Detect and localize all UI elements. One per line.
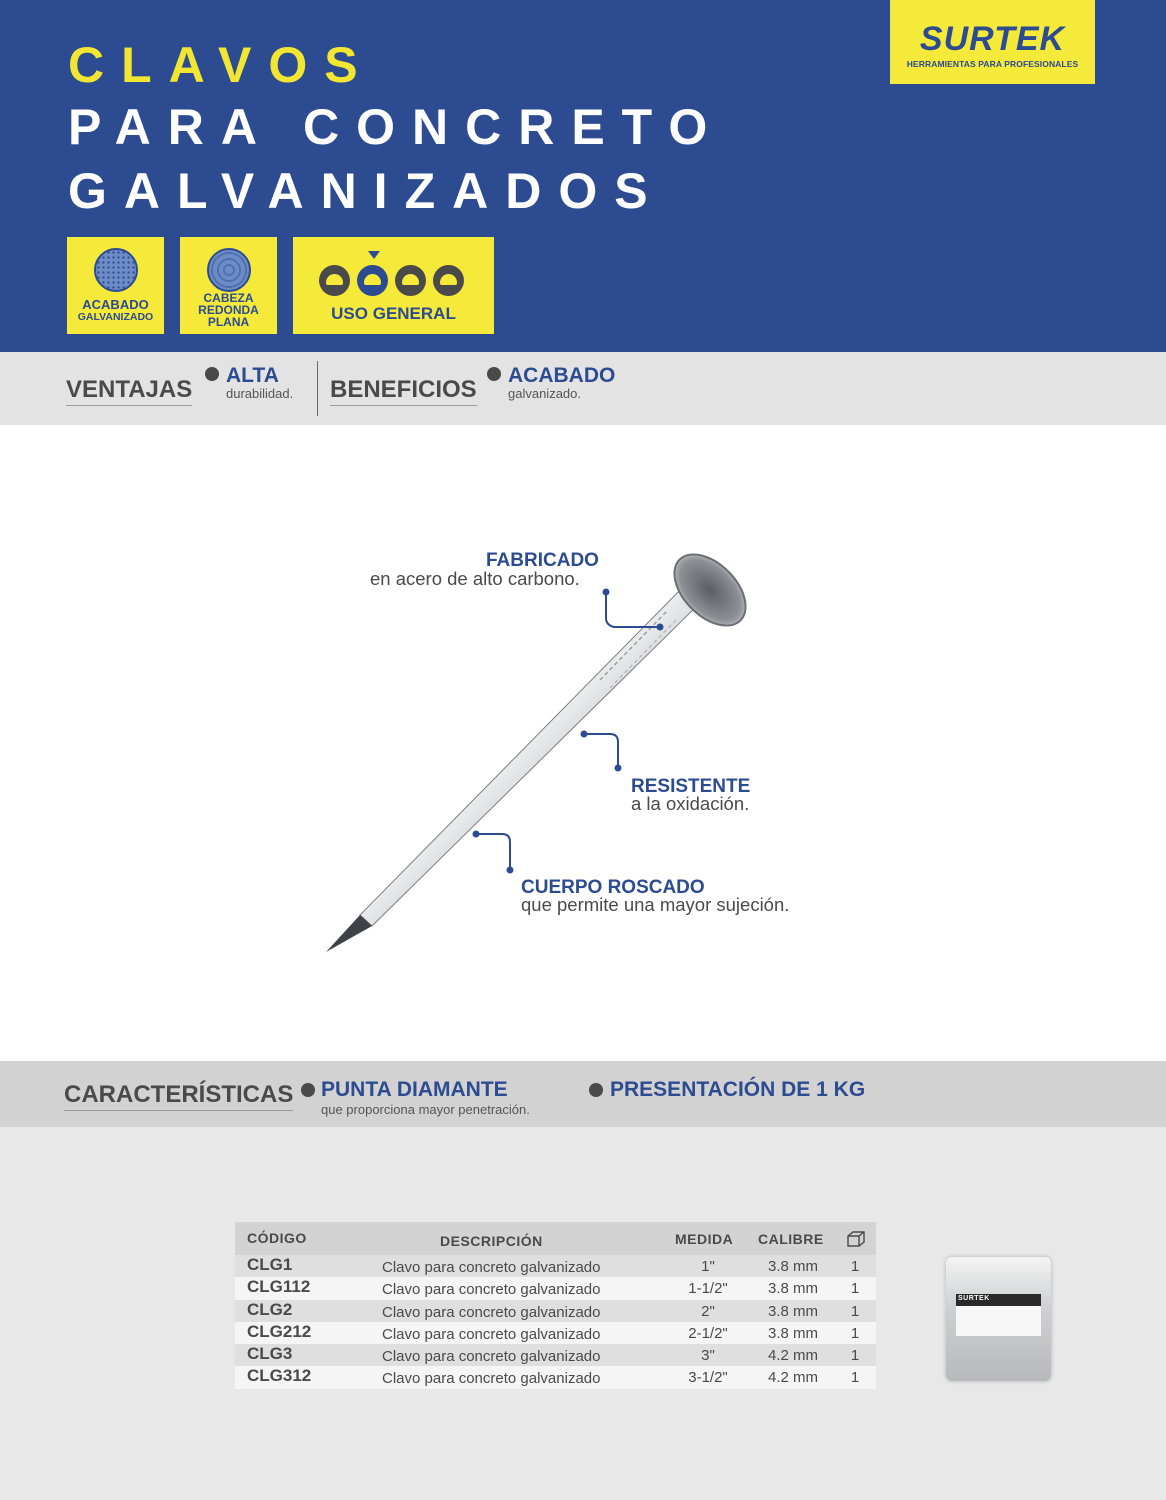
cell-calibre: 3.8 mm (767, 1302, 818, 1320)
feature-punta-title: PUNTA DIAMANTE (321, 1078, 508, 1101)
table-row (235, 1277, 876, 1299)
badge-general-use (293, 237, 494, 334)
cell-qty: 1 (850, 1324, 860, 1342)
cell-code: CLG1 (247, 1255, 293, 1274)
badge-label: ACABADO (82, 297, 149, 312)
bullet-dot (205, 367, 219, 381)
bag-label-stripe (956, 1294, 1041, 1306)
brand-logo (890, 0, 1095, 84)
header-banner (0, 0, 1166, 352)
cell-desc: Clavo para concreto galvanizado (382, 1281, 601, 1299)
cell-calibre: 3.8 mm (767, 1258, 818, 1275)
ventajas-heading: VENTAJAS (66, 378, 192, 406)
caracteristicas-heading: CARACTERÍSTICAS (64, 1083, 293, 1111)
beneficios-item-title: ACABADO (508, 364, 616, 387)
feature-presentacion-title: PRESENTACIÓN DE 1 KG (610, 1078, 866, 1101)
cell-medida: 1-1/2" (688, 1280, 728, 1298)
callout-fabricado-sub: en acero de alto carbono. (370, 568, 580, 589)
cell-qty: 1 (850, 1280, 860, 1298)
table-row (235, 1255, 876, 1277)
bullet-dot (301, 1083, 315, 1097)
hard-hat-icons (319, 265, 469, 297)
callout-resistente-sub: a la oxidación. (631, 793, 750, 814)
brand-tagline: HERRAMIENTAS PARA PROFESIONALES (906, 59, 1079, 69)
title-line-1: CLAVOS (68, 37, 375, 93)
callout-cuerpo-sub: que permite una mayor sujeción. (521, 894, 790, 915)
badge-round-flat-head (180, 237, 277, 334)
callout-cuerpo-title: CUERPO ROSCADO (521, 877, 705, 898)
callout-fabricado-title: FABRICADO (486, 550, 599, 571)
ventajas-item-title: ALTA (226, 364, 279, 387)
bullet-dot (487, 367, 501, 381)
product-table (235, 1222, 876, 1389)
table-body (235, 1255, 876, 1389)
feature-punta-sub: que proporciona mayor penetración. (321, 1102, 530, 1117)
badge-galvanized-finish (67, 237, 164, 334)
table-header (235, 1222, 876, 1255)
badge-label: REDONDA (198, 303, 259, 317)
round-flat-head-icon (207, 248, 251, 292)
cell-desc: Clavo para concreto galvanizado (382, 1303, 601, 1321)
callout-leader (476, 834, 510, 870)
cell-desc: Clavo para concreto galvanizado (382, 1370, 601, 1388)
badge-label: CABEZA (203, 291, 254, 305)
bullet-dot (589, 1083, 603, 1097)
selected-marker-icon (368, 251, 380, 259)
header-desc: DESCRIPCIÓN (440, 1233, 543, 1249)
cell-code: CLG2 (247, 1299, 293, 1319)
hard-hat-icon (433, 265, 464, 296)
badge-label: GALVANIZADO (77, 311, 154, 323)
header-code: CÓDIGO (247, 1230, 307, 1246)
divider (317, 361, 318, 416)
nail-tip (326, 915, 372, 952)
cell-medida: 2" (701, 1302, 715, 1320)
cell-desc: Clavo para concreto galvanizado (382, 1348, 601, 1366)
callout-dot (507, 867, 514, 874)
callout-dot (581, 731, 588, 738)
nail-shaft (360, 582, 703, 926)
bag-info-panel (956, 1306, 1041, 1336)
hard-hat-icon (395, 265, 426, 296)
cell-qty: 1 (850, 1302, 860, 1320)
hard-hat-icon (357, 265, 388, 296)
cell-calibre: 3.8 mm (767, 1324, 818, 1342)
cell-medida: 1" (701, 1258, 715, 1275)
header-calibre: CALIBRE (758, 1231, 824, 1247)
cell-qty: 1 (850, 1258, 860, 1275)
cell-code: CLG212 (247, 1321, 312, 1341)
title-line-2: PARA CONCRETO (68, 99, 725, 155)
product-bag-image (946, 1257, 1051, 1381)
cell-code: CLG312 (247, 1366, 312, 1386)
hard-hat-icon (319, 265, 350, 296)
callout-leader (584, 734, 618, 768)
table-row (235, 1322, 876, 1344)
callout-dot (473, 831, 480, 838)
callout-dot (657, 624, 664, 631)
cell-desc: Clavo para concreto galvanizado (382, 1325, 601, 1343)
cell-medida: 2-1/2" (688, 1324, 728, 1342)
cell-qty: 1 (850, 1369, 860, 1387)
ventajas-item-sub: durabilidad. (226, 386, 294, 401)
bag-brand-label: SURTEK (958, 1295, 990, 1302)
cell-qty: 1 (850, 1347, 860, 1365)
galvanized-mesh-icon (94, 248, 138, 292)
callout-resistente-title: RESISTENTE (631, 776, 751, 797)
callout-dot (603, 589, 610, 596)
table-row (235, 1366, 876, 1388)
cell-desc: Clavo para concreto galvanizado (382, 1259, 601, 1276)
header-medida: MEDIDA (675, 1231, 734, 1247)
title-line-3: GALVANIZADOS (68, 163, 665, 219)
cell-code: CLG3 (247, 1344, 293, 1364)
cell-medida: 3-1/2" (688, 1369, 728, 1387)
badge-label: USO GENERAL (331, 304, 456, 323)
table-row (235, 1300, 876, 1322)
cell-code: CLG112 (247, 1277, 311, 1297)
table-row (235, 1344, 876, 1366)
brand-name: SURTEK (919, 20, 1066, 58)
cell-calibre: 4.2 mm (767, 1347, 818, 1365)
cell-calibre: 3.8 mm (767, 1280, 818, 1298)
badge-label: PLANA (207, 315, 250, 329)
beneficios-heading: BENEFICIOS (330, 378, 477, 406)
cell-medida: 3" (701, 1347, 715, 1365)
cell-calibre: 4.2 mm (767, 1369, 818, 1387)
box-icon (846, 1229, 866, 1249)
callout-dot (615, 765, 622, 772)
beneficios-item-sub: galvanizado. (508, 386, 581, 401)
